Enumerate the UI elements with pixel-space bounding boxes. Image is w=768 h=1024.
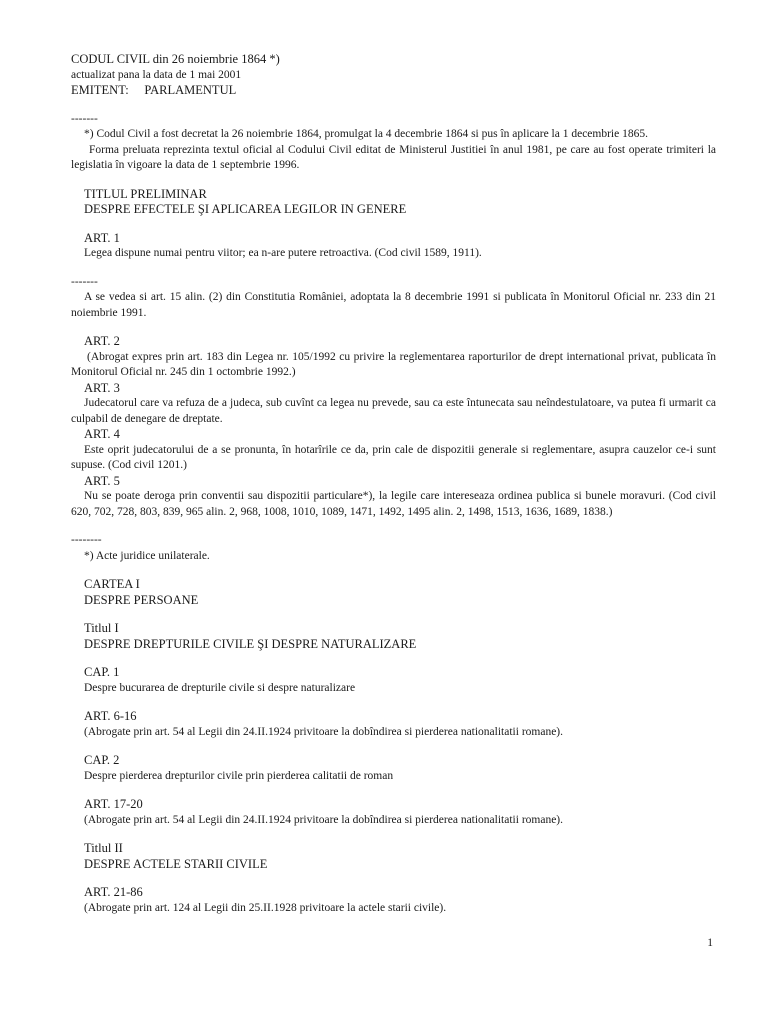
page-number: 1 <box>707 937 713 949</box>
article-label: ART. 1 <box>84 230 120 245</box>
footnote: *) Acte juridice unilaterale. <box>84 549 210 562</box>
issuer-line: EMITENT: PARLAMENTUL <box>71 83 237 97</box>
document-body <box>71 52 716 916</box>
article-text: Este oprit judecatorului de a se pronunta, în hotarîrile ce da, prin cale de dispozitii generale si reglementare, asupra cauzelor ce-i sunt supuse. (Cod civil 1201.) <box>71 443 716 471</box>
chapter-text: Despre bucurarea de drepturile civile si despre naturalizare <box>84 681 356 694</box>
title-heading: Titlul II <box>84 841 123 855</box>
title-heading: Titlul I <box>84 621 119 635</box>
article-label: ART. 5 <box>84 473 120 488</box>
document-title: CODUL CIVIL din 26 noiembrie 1864 *) <box>71 52 280 66</box>
intro-note-2: Forma preluata reprezinta textul oficial al Codului Civil editat de Ministerul Justitiei în anul 1981, pe care au fost operate trimiteri la legislatia în vigoare la data de 1 septembrie 1996. <box>71 143 716 171</box>
section-subheading: DESPRE EFECTELE ŞI APLICAREA LEGILOR IN GENERE <box>84 202 407 216</box>
article-text: Legea dispune numai pentru viitor; ea n-are putere retroactiva. (Cod civil 1589, 1911). <box>84 247 482 259</box>
article-label: ART. 2 <box>84 334 120 348</box>
book-heading: CARTEA I <box>84 577 140 591</box>
article-label: ART. 4 <box>84 427 120 441</box>
article-text: (Abrogate prin art. 54 al Legii din 24.II.1924 privitoare la dobîndirea si pierderea nationalitatii romane). <box>84 725 564 738</box>
article-text: (Abrogat expres prin art. 183 din Legea nr. 105/1992 cu privire la reglementarea raporturilor de drept international privat, publicata în Monitorul Oficial nr. 245 din 1 octombrie 1992.) <box>71 350 716 378</box>
separator: -------- <box>71 534 102 546</box>
chapter-label: CAP. 2 <box>84 753 120 767</box>
separator: ------- <box>71 112 98 125</box>
article-label: ART. 3 <box>84 380 120 395</box>
article-label: ART. 6-16 <box>84 709 137 723</box>
article-text: (Abrogate prin art. 54 al Legii din 24.II.1924 privitoare la dobîndirea si pierderea nationalitatii romane). <box>84 813 564 826</box>
article-text: (Abrogate prin art. 124 al Legii din 25.II.1928 privitoare la actele starii civile). <box>84 901 447 914</box>
article-text: Nu se poate deroga prin conventii sau dispozitii particulare*), la legile care intereseaza ordinea publica si bunele moravuri. (Cod civil 620, 702, 728, 803, 839, 965 alin. 2, 968, 1008, 1010, 1089, 1471, 1492, 1495 alin. 2, 1498, 1513, 1636, 1689, 1838.) <box>71 490 716 518</box>
article-text: Judecatorul care va refuza de a judeca, sub cuvînt ca legea nu prevede, sau ca este întunecata sau neîndestulatoare, va putea fi urmarit ca culpabil de denegare de dreptate. <box>71 397 716 425</box>
title-subheading: DESPRE ACTELE STARII CIVILE <box>84 856 268 871</box>
title-subheading: DESPRE DREPTURILE CIVILE ŞI DESPRE NATURALIZARE <box>84 636 417 651</box>
intro-note-1: *) Codul Civil a fost decretat la 26 noiembrie 1864, promulgat la 4 decembrie 1864 si pus în aplicare la 1 decembrie 1865. <box>84 128 648 140</box>
constitution-note: A se vedea si art. 15 alin. (2) din Constitutia României, adoptata la 8 decembrie 1991 si publicata în Monitorul Oficial nr. 233 din 21 noiembrie 1991. <box>71 291 716 319</box>
book-subheading: DESPRE PERSOANE <box>84 592 199 607</box>
article-label: ART. 17-20 <box>84 797 143 811</box>
chapter-label: CAP. 1 <box>84 665 120 679</box>
article-label: ART. 21-86 <box>84 885 143 899</box>
separator: ------- <box>71 275 98 288</box>
chapter-text: Despre pierderea drepturilor civile prin pierderea calitatii de roman <box>84 769 394 782</box>
section-heading: TITLUL PRELIMINAR <box>84 186 207 201</box>
update-note: actualizat pana la data de 1 mai 2001 <box>71 68 242 81</box>
